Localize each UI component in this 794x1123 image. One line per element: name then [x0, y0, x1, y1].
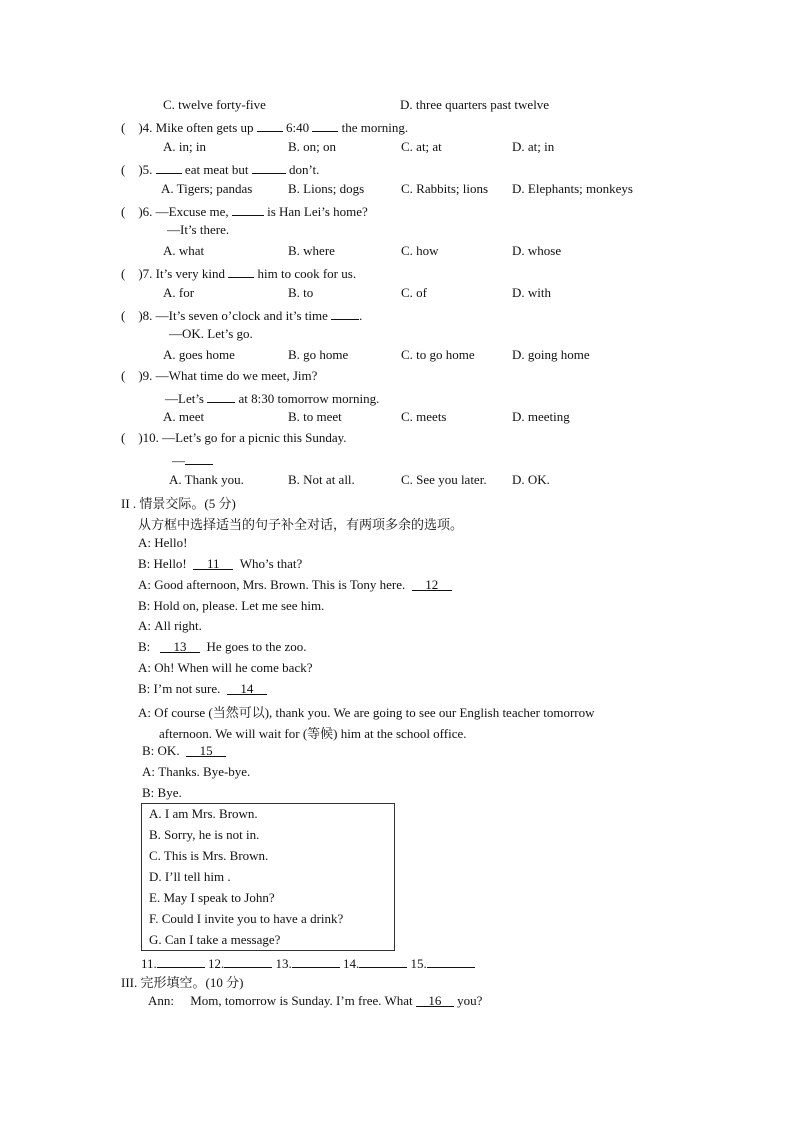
speaker: B:	[142, 743, 155, 758]
q7-option-a: A. for	[163, 285, 195, 300]
q10-option-c: C. See you later.	[401, 472, 487, 487]
dialogue-line	[138, 556, 302, 572]
question-text: —Let’s	[165, 391, 204, 406]
option-item: F. Could I invite you to have a drink?	[149, 911, 344, 926]
speaker: A:	[138, 618, 151, 633]
dialogue-text: Hello!	[153, 556, 187, 571]
dialogue-text: Thanks. Bye-bye.	[158, 764, 251, 779]
q4-option-d: D. at; in	[512, 139, 555, 154]
answer-blank[interactable]	[224, 954, 272, 968]
dialogue-line	[138, 577, 458, 593]
option-item: D. I’ll tell him .	[149, 869, 231, 884]
q10-line2	[172, 451, 213, 469]
dialogue-line	[138, 598, 331, 614]
q7-option-b: B. to	[288, 285, 314, 300]
q7-option-d: D. with	[512, 285, 551, 300]
blank-number: 16	[428, 993, 442, 1008]
question-text: is Han Lei’s home?	[267, 204, 368, 219]
dialogue-line	[138, 618, 208, 634]
dialogue-text: Oh! When will he come back?	[154, 660, 313, 675]
question-text: him to cook for us.	[257, 266, 357, 281]
section-2-title: II . 情景交际。(5 分)	[121, 496, 236, 511]
answer-paren[interactable]: ( )	[121, 162, 143, 177]
blank-16	[416, 993, 454, 1007]
q10-option-d: D. OK.	[512, 472, 550, 487]
blank-number: 11	[207, 556, 220, 571]
q10-option-b: B. Not at all.	[288, 472, 355, 487]
q8-option-d: D. going home	[512, 347, 590, 362]
q9-option-c: C. meets	[401, 409, 447, 424]
speaker: A:	[138, 660, 151, 675]
section-3-title: III. 完形填空。(10 分)	[121, 975, 244, 990]
question-text: 8. —It’s seven o’clock and it’s time	[142, 308, 328, 323]
dialogue-text: Hello!	[154, 535, 188, 550]
cloze-line	[148, 993, 482, 1009]
q8-option-b: B. go home	[288, 347, 349, 362]
question-text: 10. —Let’s go for a picnic this Sunday.	[142, 430, 347, 445]
option-item: C. This is Mrs. Brown.	[149, 848, 269, 863]
blank-15	[186, 743, 226, 757]
answer-label: 14.	[343, 956, 360, 971]
answer-label: 12.	[208, 956, 225, 971]
q8-option-a: A. goes home	[163, 347, 235, 362]
blank-11	[193, 556, 233, 570]
dialogue-line	[138, 702, 601, 721]
question-8	[121, 306, 362, 324]
q6-option-d: D. whose	[512, 243, 562, 258]
options-box	[141, 803, 395, 951]
answer-blanks-row	[141, 954, 475, 972]
question-text: —	[172, 453, 185, 468]
question-text: 6:40	[286, 120, 310, 135]
question-text: eat meat but	[184, 162, 249, 177]
dialogue-line	[138, 681, 273, 697]
question-7	[121, 264, 356, 282]
q8-option-c: C. to go home	[401, 347, 475, 362]
speaker: A:	[138, 577, 151, 592]
option-item: E. May I speak to John?	[149, 890, 275, 905]
speaker: Ann:	[148, 993, 174, 1008]
answer-blank[interactable]	[157, 954, 205, 968]
q3-option-c: C. twelve forty-five	[163, 97, 266, 112]
dialogue-text: All right.	[154, 618, 202, 633]
dialogue-line	[138, 639, 307, 655]
dialogue-text: He goes to the zoo.	[206, 639, 307, 654]
q6-option-a: A. what	[163, 243, 205, 258]
q9-line2	[165, 389, 379, 407]
q6-line2: —It’s there.	[167, 222, 230, 237]
question-text: 4. Mike often gets up	[142, 120, 254, 135]
blank	[312, 118, 338, 132]
answer-label: 15.	[410, 956, 427, 971]
option-item: A. I am Mrs. Brown.	[149, 806, 258, 821]
q3-option-d: D. three quarters past twelve	[400, 97, 550, 112]
question-5	[121, 160, 319, 178]
question-text: don’t.	[288, 162, 320, 177]
question-text: the morning.	[341, 120, 409, 135]
speaker: B:	[138, 556, 151, 571]
dialogue-line	[138, 535, 194, 551]
dialogue-line	[138, 660, 319, 676]
answer-blank[interactable]	[292, 954, 340, 968]
question-text: 9. —What time do we meet, Jim?	[142, 368, 318, 383]
answer-paren[interactable]: ( )	[121, 430, 143, 445]
q4-option-b: B. on; on	[288, 139, 337, 154]
q7-option-c: C. of	[401, 285, 427, 300]
q10-option-a: A. Thank you.	[169, 472, 244, 487]
dialogue-text: Hold on, please. Let me see him.	[153, 598, 325, 613]
blank	[331, 306, 359, 320]
q5-option-d: D. Elephants; monkeys	[512, 181, 633, 196]
blank	[207, 389, 235, 403]
blank-number: 15	[199, 743, 213, 758]
answer-paren[interactable]: ( )	[121, 368, 143, 383]
speaker: B:	[138, 639, 151, 654]
answer-paren[interactable]: ( )	[121, 120, 143, 135]
dialogue-line	[142, 764, 257, 780]
blank	[185, 451, 213, 465]
blank-14	[227, 681, 267, 695]
dialogue-line	[142, 785, 188, 801]
blank	[232, 202, 264, 216]
question-10	[121, 430, 347, 446]
dialogue-text: afternoon. We will wait for (等候) him at the school office.	[159, 726, 467, 741]
question-text: at 8:30 tomorrow morning.	[238, 391, 380, 406]
answer-paren[interactable]: ( )	[121, 204, 143, 219]
speaker: B:	[138, 598, 151, 613]
question-text: 5.	[142, 162, 153, 177]
dialogue-text: Who’s that?	[239, 556, 303, 571]
dialogue-line	[159, 723, 473, 742]
dialogue-text: OK.	[157, 743, 180, 758]
answer-paren[interactable]: ( )	[121, 308, 143, 323]
q9-option-a: A. meet	[163, 409, 205, 424]
q9-option-d: D. meeting	[512, 409, 570, 424]
question-6	[121, 202, 368, 220]
dialogue-line	[142, 743, 233, 759]
blank	[156, 160, 182, 174]
q8-line2: —OK. Let’s go.	[169, 326, 253, 341]
speaker: B:	[142, 785, 155, 800]
cloze-text: Mom, tomorrow is Sunday. I’m free. What	[190, 993, 413, 1008]
blank	[228, 264, 254, 278]
answer-blank[interactable]	[359, 954, 407, 968]
q6-option-b: B. where	[288, 243, 335, 258]
answer-label: 11.	[141, 956, 157, 971]
section-2-instruction: 从方框中选择适当的句子补全对话，有两项多余的选项。	[138, 517, 464, 532]
q5-option-c: C. Rabbits; lions	[401, 181, 489, 196]
speaker: A:	[138, 705, 151, 720]
question-4	[121, 118, 408, 136]
q4-option-a: A. in; in	[163, 139, 206, 154]
answer-paren[interactable]: ( )	[121, 266, 143, 281]
answer-blank[interactable]	[427, 954, 475, 968]
blank-number: 13	[173, 639, 187, 654]
q6-option-c: C. how	[401, 243, 439, 258]
blank-number: 12	[425, 577, 439, 592]
blank-number: 14	[240, 681, 254, 696]
blank-13	[160, 639, 200, 653]
speaker: B:	[138, 681, 151, 696]
q5-option-a: A. Tigers; pandas	[161, 181, 253, 196]
speaker: A:	[138, 535, 151, 550]
question-text: .	[359, 308, 363, 323]
cloze-text: you?	[457, 993, 483, 1008]
blank-12	[412, 577, 452, 591]
blank	[252, 160, 286, 174]
q4-option-c: C. at; at	[401, 139, 442, 154]
question-9	[121, 368, 317, 384]
answer-label: 13.	[275, 956, 292, 971]
option-item: G. Can I take a message?	[149, 932, 281, 947]
question-text: 7. It’s very kind	[142, 266, 225, 281]
q5-option-b: B. Lions; dogs	[288, 181, 365, 196]
speaker: A:	[142, 764, 155, 779]
dialogue-text: Bye.	[157, 785, 182, 800]
q9-option-b: B. to meet	[288, 409, 342, 424]
dialogue-text: I’m not sure.	[153, 681, 221, 696]
dialogue-text: Of course (当然可以), thank you. We are going to see our English teacher tomorrow	[154, 705, 595, 720]
option-item: B. Sorry, he is not in.	[149, 827, 260, 842]
dialogue-text: Good afternoon, Mrs. Brown. This is Tony here.	[154, 577, 406, 592]
question-text: 6. —Excuse me,	[142, 204, 229, 219]
blank	[257, 118, 283, 132]
